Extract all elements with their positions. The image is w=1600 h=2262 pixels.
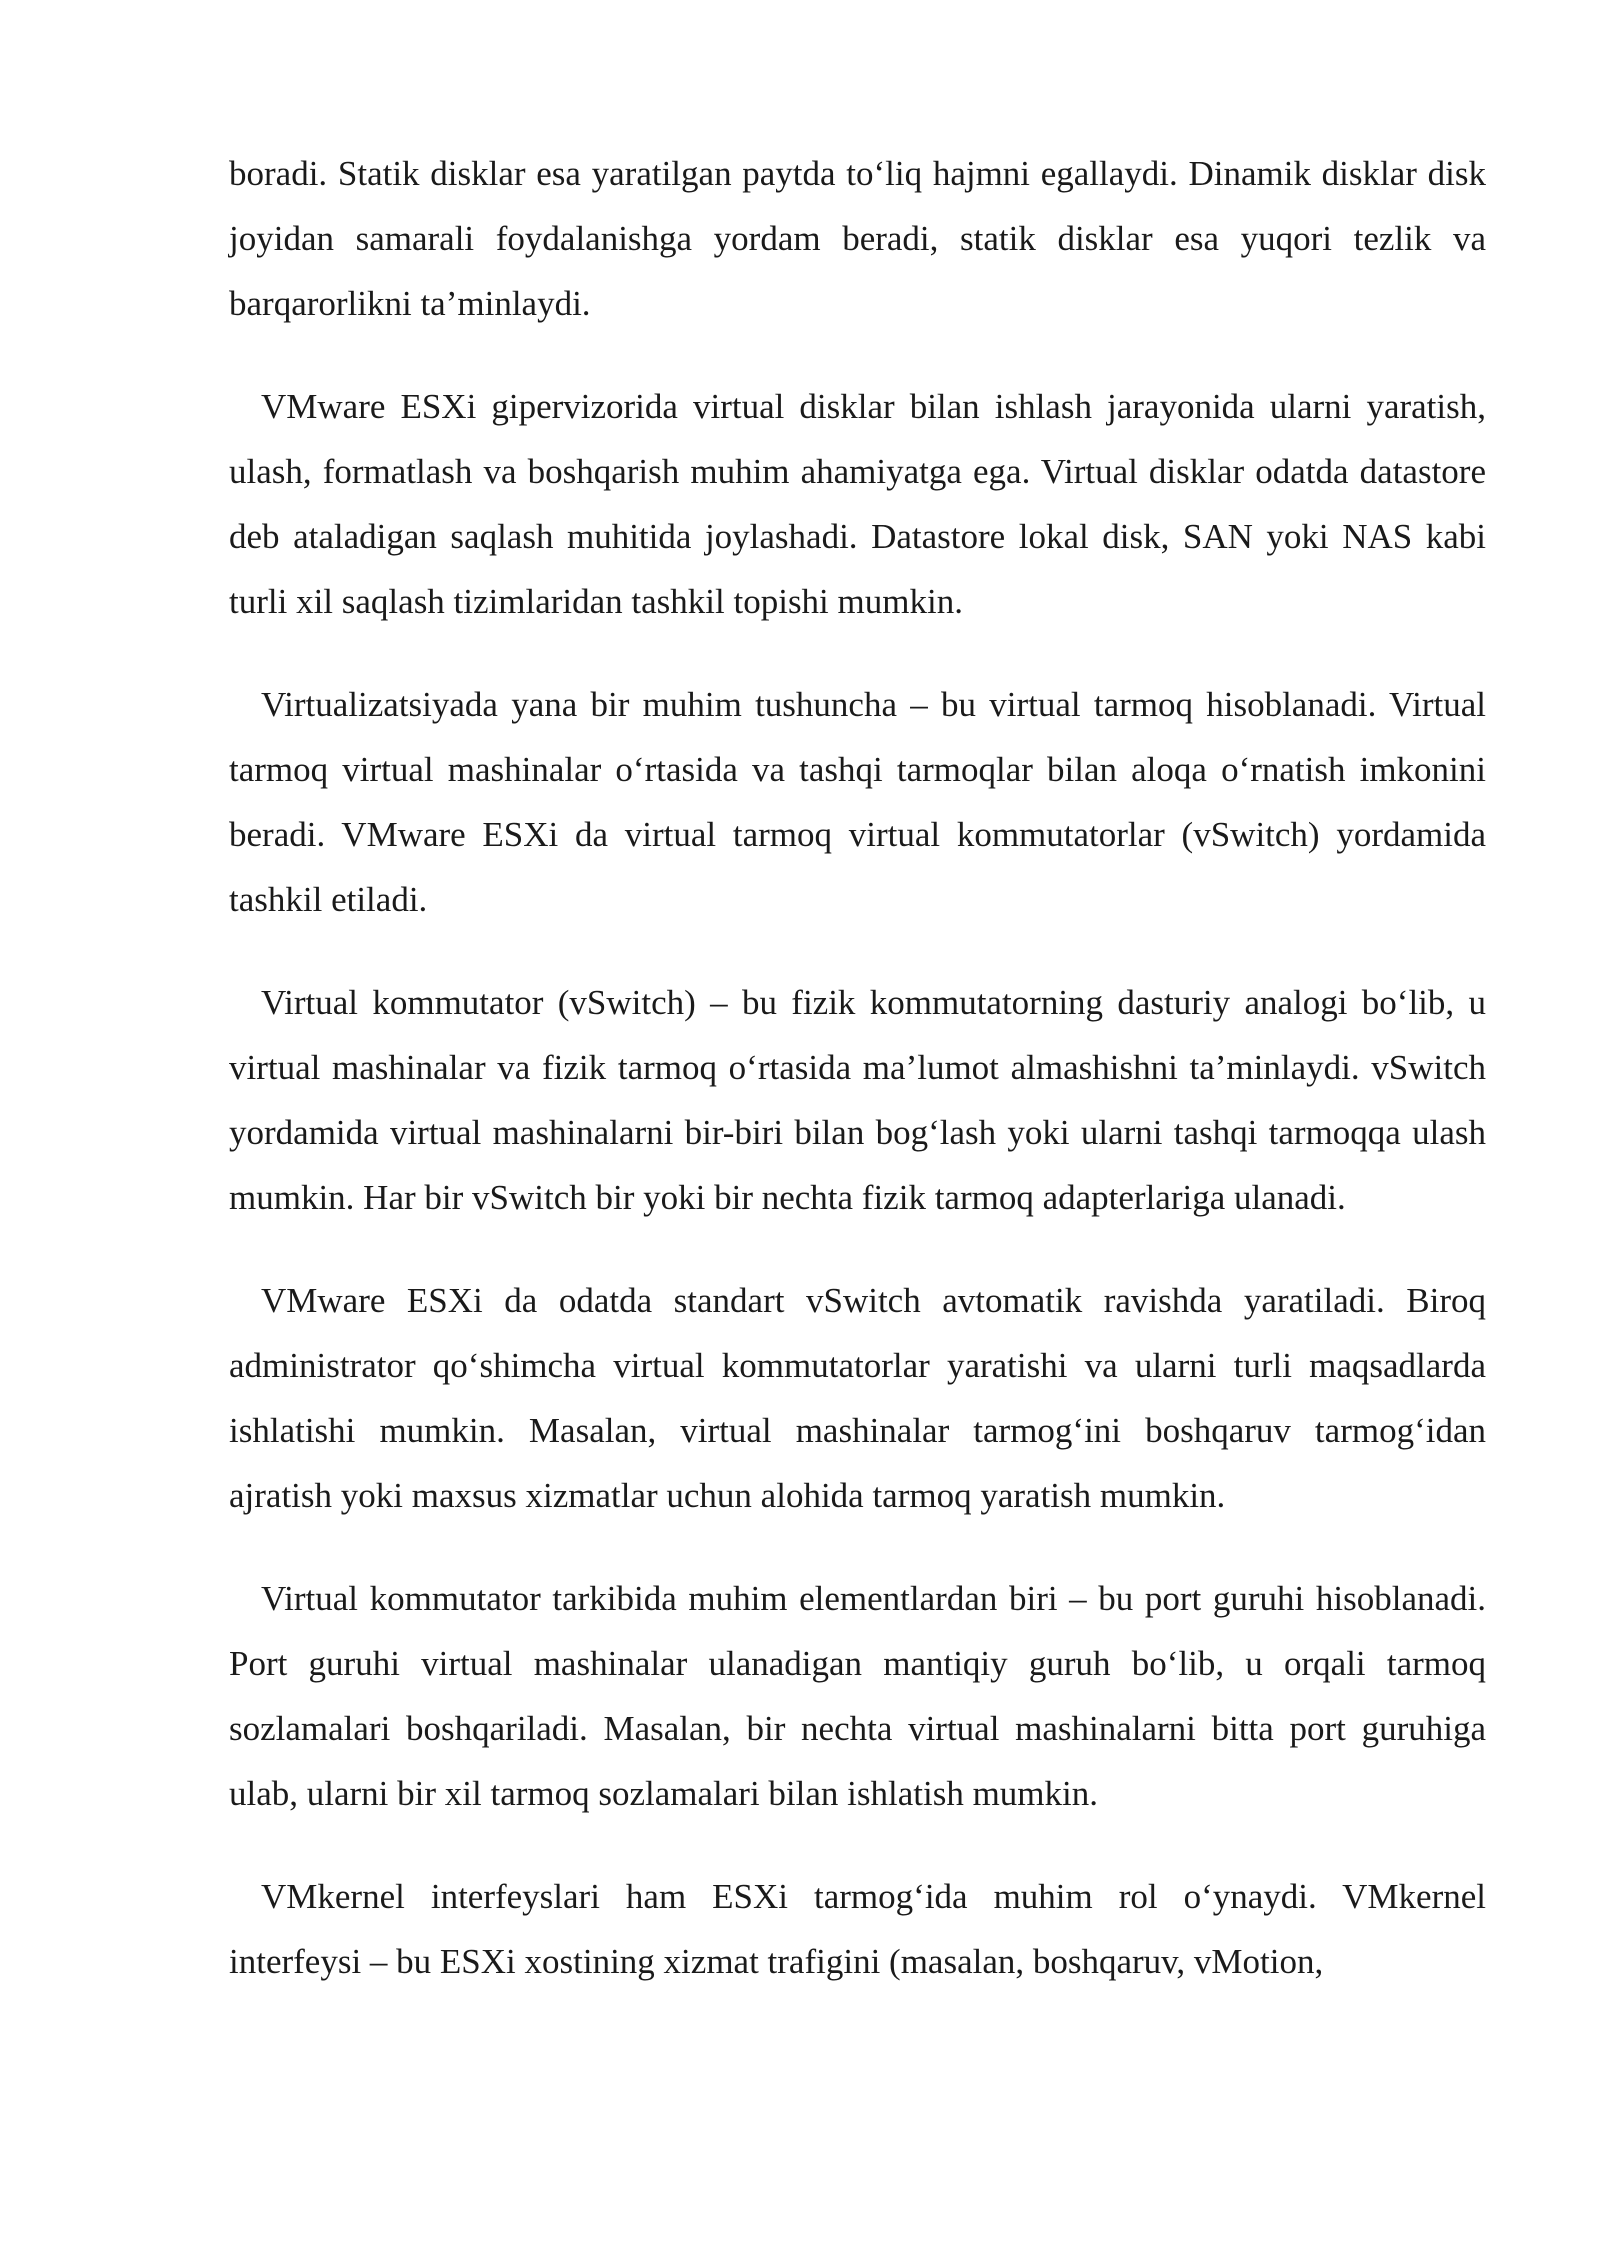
paragraph-4: Virtual kommutator (vSwitch) – bu fizik kommutatorning dasturiy analogi bo‘lib, u virtual mashinalar va fizik tarmoq o‘rtasida ma’lumot almashishni ta’minlaydi. vSwitch yordamida virtual mashinalarni bir-biri bilan bog‘lash yoki ularni tashqi tarmoqqa ulash mumkin. Har bir vSwitch bir yoki bir nechta fizik tarmoq adapterlariga ulanadi. xyxy=(229,983,1486,1217)
paragraph-6: Virtual kommutator tarkibida muhim elementlardan biri – bu port guruhi hisoblanadi. Port guruhi virtual mashinalar ulanadigan mantiqiy guruh bo‘lib, u orqali tarmoq sozlamalari boshqariladi. Masalan, bir nechta virtual mashinalarni bitta port guruhiga ulab, ularni bir xil tarmoq sozlamalari bilan ishlatish mumkin. xyxy=(229,1579,1486,1813)
document-body xyxy=(229,141,1486,1994)
paragraph-1: boradi. Statik disklar esa yaratilgan paytda to‘liq hajmni egallaydi. Dinamik disklar disk joyidan samarali foydalanishga yordam beradi, statik disklar esa yuqori tezlik va barqarorlikni ta’minlaydi. xyxy=(229,154,1486,323)
paragraph-2: VMware ESXi gipervizorida virtual disklar bilan ishlash jarayonida ularni yaratish, ulash, formatlash va boshqarish muhim ahamiyatga ega. Virtual disklar odatda datastore deb ataladigan saqlash muhitida joylashadi. Datastore lokal disk, SAN yoki NAS kabi turli xil saqlash tizimlaridan tashkil topishi mumkin. xyxy=(229,387,1486,621)
paragraph-7: VMkernel interfeyslari ham ESXi tarmog‘ida muhim rol o‘ynaydi. VMkernel interfeysi – bu ESXi xostining xizmat trafigini (masalan, boshqaruv, vMotion, xyxy=(229,1877,1486,1981)
paragraph-3: Virtualizatsiyada yana bir muhim tushuncha – bu virtual tarmoq hisoblanadi. Virtual tarmoq virtual mashinalar o‘rtasida va tashqi tarmoqlar bilan aloqa o‘rnatish imkonini beradi. VMware ESXi da virtual tarmoq virtual kommutatorlar (vSwitch) yordamida tashkil etiladi. xyxy=(229,685,1486,919)
paragraph-5: VMware ESXi da odatda standart vSwitch avtomatik ravishda yaratiladi. Biroq administrator qo‘shimcha virtual kommutatorlar yaratishi va ularni turli maqsadlarda ishlatishi mumkin. Masalan, virtual mashinalar tarmog‘ini boshqaruv tarmog‘idan ajratish yoki maxsus xizmatlar uchun alohida tarmoq yaratish mumkin. xyxy=(229,1281,1486,1515)
